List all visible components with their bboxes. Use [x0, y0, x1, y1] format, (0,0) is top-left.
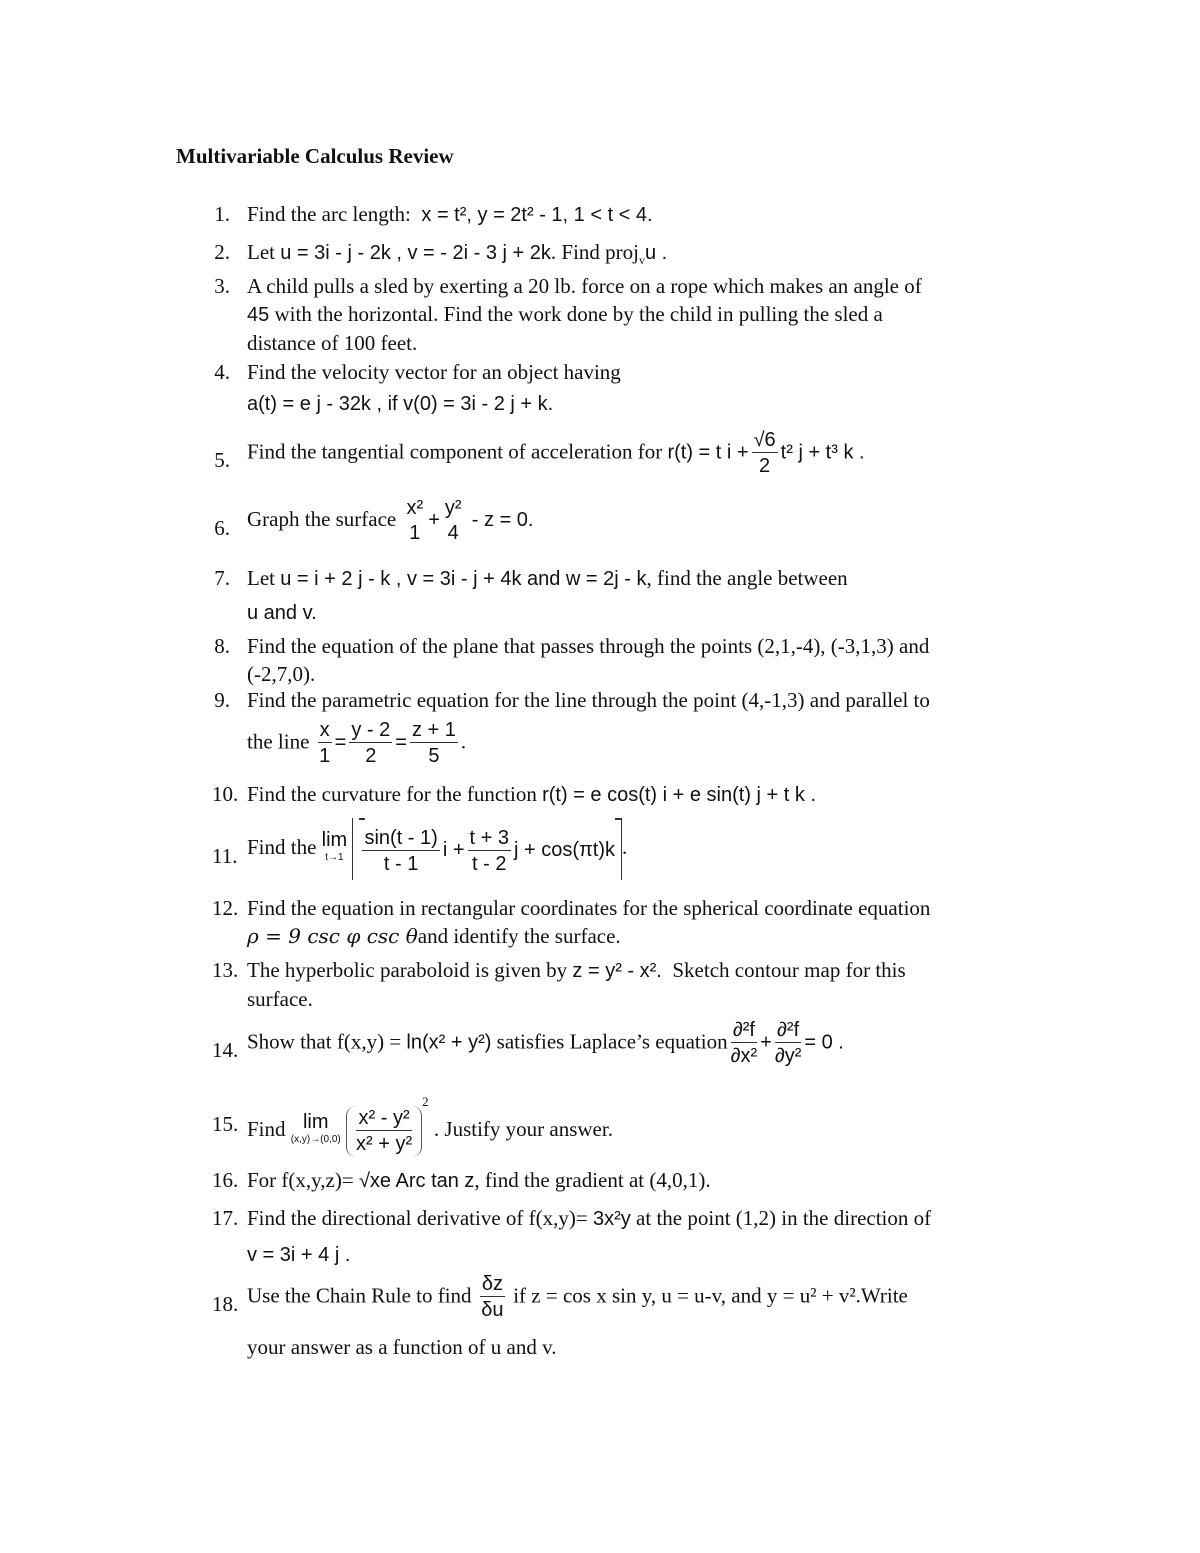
math-operator: +	[428, 508, 440, 531]
fraction-denominator: t - 1	[383, 852, 419, 875]
problem-number: 11.	[212, 844, 238, 868]
math-expression: ln(x² + y²)	[406, 1031, 492, 1054]
math-expression: ρ = 9 csc φ csc θ	[247, 924, 418, 948]
document-page: Multivariable Calculus Review 1. Find the arc length: x = t², y = 2t² - 1, 1 < t < 4. 2. Let u = 3i - j - 2k , v = - 2i - 3 j + 2k. Find proj$_v$u . 3. A child pulls a sled by exerting a 20 lb. force on a rope which makes an angle of 45 with the horizontal. Find the work done by the child in pulling the sled a distance of 100 feet. 4. Find the velocity vector for an object having a(t) = e j - 32k , if v(0) = 3i - 2 j + k. 5. Find the tangential component of acceleration for r(t) = t i + $\frac{√6}{2}$ t² j + t³ k . 6. Graph the surface x² 1 + y² 4 - z = 0. 7. Let u = i + 2 j - k , v = 3i - j + 4k and w = 2j - k, find the angle between u and v. 8. Find the equation of the plane that passes through the points (2,1,-4), (-3,1,3) and (-2,7,0). 9. Find the parametric equation for the line through the point (4,-1,3) and parallel to the line $\frac{x}{1}$ = $\frac{y - 2}{2}$ = $\frac{z + 1}{5}$ . 10. Find the curvature for the function r(t) = e cos(t) i + e sin(t) j + t k . 11. Find the lim t→1 $\frac{\sin(t - 1)}{t - 1}$ i + $\frac{t + 3}{t - 2}$ j + cos(πt)k . 12. Find the equation in rectangular coordinates for the spherical coordinate equation ρ = 9 csc φ csc θand identify the surface. 13. The hyperbolic paraboloid is given by z = y² - x². Sketch contour map for this surface. 14. Show that f(x,y) = ln(x² + y²) satisfies Laplace’s equation $\frac{\text{∂²f}}{\text{∂x²}}$ + $\frac{\text{∂²f}}{\text{∂y²}}$ = 0 . 15. Find lim (x,y)→(0,0) $\frac{\text{x² - y²}}{\text{x² + y²}}$ $^2$ . Justify your answer. 16. For f(x,y,z)= √xe Arc tan z, find the gradient at (4,0,1). 17. Find the directional derivative of f(x,y)= 3x²y at the point (1,2) in the direction of v = 3i + 4 j . 18. Use the Chain Rule to find $\frac{\delta z}{\delta u}$ if z = cos x sin y, u = u-v, and y = u² + v².Write your answer as a function of u and v.	[0, 0, 1200, 1553]
problem-number: 7.	[214, 566, 230, 590]
problem-number: 10.	[212, 782, 239, 806]
math-operator: +	[760, 1031, 772, 1054]
problem-text: Find the directional derivative of f(x,y)=	[247, 1206, 588, 1230]
problem-text: at the point (1,2) in the direction of	[636, 1206, 932, 1230]
math-expression: r(t) = t i +	[667, 441, 749, 464]
limit-operator: lim	[321, 829, 348, 851]
problem-number: 5.	[214, 448, 230, 472]
math-operator: =	[334, 731, 347, 754]
math-expression: u and v.	[247, 602, 317, 624]
problem-text: and identify the surface.	[417, 924, 621, 948]
math-expression: z = y² - x².	[572, 960, 662, 982]
fraction-denominator: 5	[428, 745, 440, 767]
problem-text: Find the equation of the plane that passes through the points (2,1,-4), (-3,1,3) and	[247, 634, 930, 658]
exponent: 2	[422, 1094, 429, 1109]
problem-text: Show that f(x,y) =	[247, 1029, 402, 1054]
problem-text: Find the arc length:	[247, 202, 411, 226]
math-expression: a(t) = e j - 32k , if v(0) = 3i - 2 j + k.	[247, 393, 554, 415]
problem-text: distance of 100 feet.	[247, 331, 418, 355]
problem-text: if z = cos x sin y, u = u-v, and y = u² + v².Write	[513, 1283, 908, 1308]
fraction-numerator: δz	[481, 1273, 503, 1295]
math-expression: r(t) = e cos(t) i + e sin(t) j + t k .	[542, 784, 817, 806]
problem-text: Find the	[247, 834, 317, 859]
fraction-numerator: y²	[444, 497, 462, 519]
fraction-denominator: 4	[447, 522, 459, 544]
math-expression: i +	[442, 839, 465, 861]
problem-number: 3.	[214, 274, 230, 298]
fraction-denominator: x² + y²	[356, 1132, 413, 1155]
fraction-numerator: x² - y²	[356, 1106, 412, 1131]
problem-number: 6.	[214, 516, 230, 540]
limit-operator: lim	[302, 1111, 329, 1134]
problem-text: Find the parametric equation for the line through the point (4,-1,3) and parallel to	[247, 688, 930, 712]
fraction-denominator: t - 2	[472, 852, 507, 875]
problem-text: Find	[247, 1117, 286, 1141]
problem-text: , find the angle between	[646, 566, 848, 590]
problem-text: A child pulls a sled by exerting a 20 lb. force on a rope which makes an angle of	[247, 274, 922, 298]
problem-text: surface.	[247, 987, 313, 1011]
problem-text: Sketch contour map for this	[672, 958, 906, 982]
problem-number: 18.	[212, 1292, 239, 1316]
problem-text: Find the tangential component of acceleration for	[247, 439, 663, 464]
problem-number: 8.	[214, 634, 230, 658]
problem-text: Find the equation in rectangular coordinates for the spherical coordinate equation	[247, 896, 931, 920]
math-expression: j + cos(πt)k	[513, 839, 616, 861]
problem-text: Graph the surface	[247, 506, 397, 531]
problem-text: Use the Chain Rule to find	[247, 1283, 472, 1308]
problem-number: 4.	[214, 360, 230, 384]
math-expression: u = i + 2 j - k , v = 3i - j + 4k and w = 2j - k	[280, 568, 647, 590]
fraction-numerator: x	[319, 719, 330, 741]
subscript: v	[638, 253, 645, 268]
math-expression: u .	[644, 242, 668, 264]
limit-subscript: t→1	[325, 852, 344, 863]
page-title: Multivariable Calculus Review	[176, 144, 454, 168]
fraction-denominator: ∂y²	[774, 1045, 802, 1067]
fraction-numerator: ∂²f	[731, 1018, 758, 1043]
math-operator: =	[395, 731, 407, 754]
problem-number: 16.	[212, 1168, 239, 1192]
fraction-denominator: ∂x²	[730, 1045, 758, 1067]
problem-text: . Justify your answer.	[433, 1117, 613, 1141]
math-expression: u = 3i - j - 2k , v = - 2i - 3 j + 2k	[280, 242, 551, 264]
problem-number: 12.	[212, 896, 239, 920]
fraction-numerator: t + 3	[469, 826, 509, 849]
fraction-denominator: δu	[481, 1299, 504, 1321]
problem-text: Find the curvature for the function	[247, 782, 537, 806]
fraction-denominator: 1	[319, 745, 331, 767]
fraction-denominator: 2	[759, 455, 771, 477]
problem-text: Let	[247, 240, 275, 264]
math-expression: 3x²y	[593, 1208, 631, 1230]
paren-group	[346, 1106, 422, 1157]
limit-subscript: (x,y)→(0,0)	[290, 1134, 341, 1146]
problem-text: Let	[247, 566, 275, 590]
problem-text: (-2,7,0).	[247, 662, 316, 686]
problem-text: your answer as a function of u and v.	[247, 1335, 557, 1359]
fraction-numerator: ∂²f	[775, 1018, 802, 1043]
problem-number: 14.	[212, 1038, 239, 1062]
fraction-numerator: x²	[406, 497, 424, 519]
problem-text: satisfies Laplace’s equation	[496, 1029, 728, 1054]
math-expression: 45	[247, 304, 270, 326]
fraction-numerator: sin(t - 1)	[364, 826, 438, 849]
problem-text: For f(x,y,z)=	[247, 1168, 354, 1192]
fraction-denominator: 1	[409, 522, 421, 544]
problem-number: 2.	[214, 240, 230, 264]
math-expression: x = t², y = 2t² - 1, 1 < t < 4.	[421, 204, 653, 226]
math-expression: t² j + t³ k .	[780, 441, 865, 464]
problem-text: The hyperbolic paraboloid is given by	[247, 958, 568, 982]
problem-text: . Find proj	[550, 240, 639, 264]
bracket-group	[352, 818, 622, 880]
problem-text: with the horizontal. Find the work done by the child in pulling the sled a	[274, 302, 883, 326]
math-expression: - z = 0.	[471, 508, 534, 531]
math-expression: = 0 .	[804, 1031, 844, 1054]
fraction-numerator: z + 1	[411, 719, 456, 741]
problem-text: , find the gradient at (4,0,1).	[474, 1168, 711, 1192]
fraction-denominator: 2	[365, 745, 377, 767]
problem-text: Find the velocity vector for an object having	[247, 360, 621, 384]
problem-number: 1.	[214, 202, 230, 226]
fraction-numerator: y - 2	[351, 719, 391, 741]
problem-text: the line	[247, 729, 310, 754]
problem-number: 17.	[212, 1206, 239, 1230]
math-expression: v = 3i + 4 j .	[247, 1244, 351, 1266]
problem-number: 13.	[212, 958, 239, 982]
problem-number: 15.	[212, 1112, 239, 1136]
problem-number: 9.	[214, 688, 230, 712]
fraction-numerator: √6	[753, 429, 776, 451]
math-expression: √xe Arc tan z	[358, 1170, 475, 1192]
